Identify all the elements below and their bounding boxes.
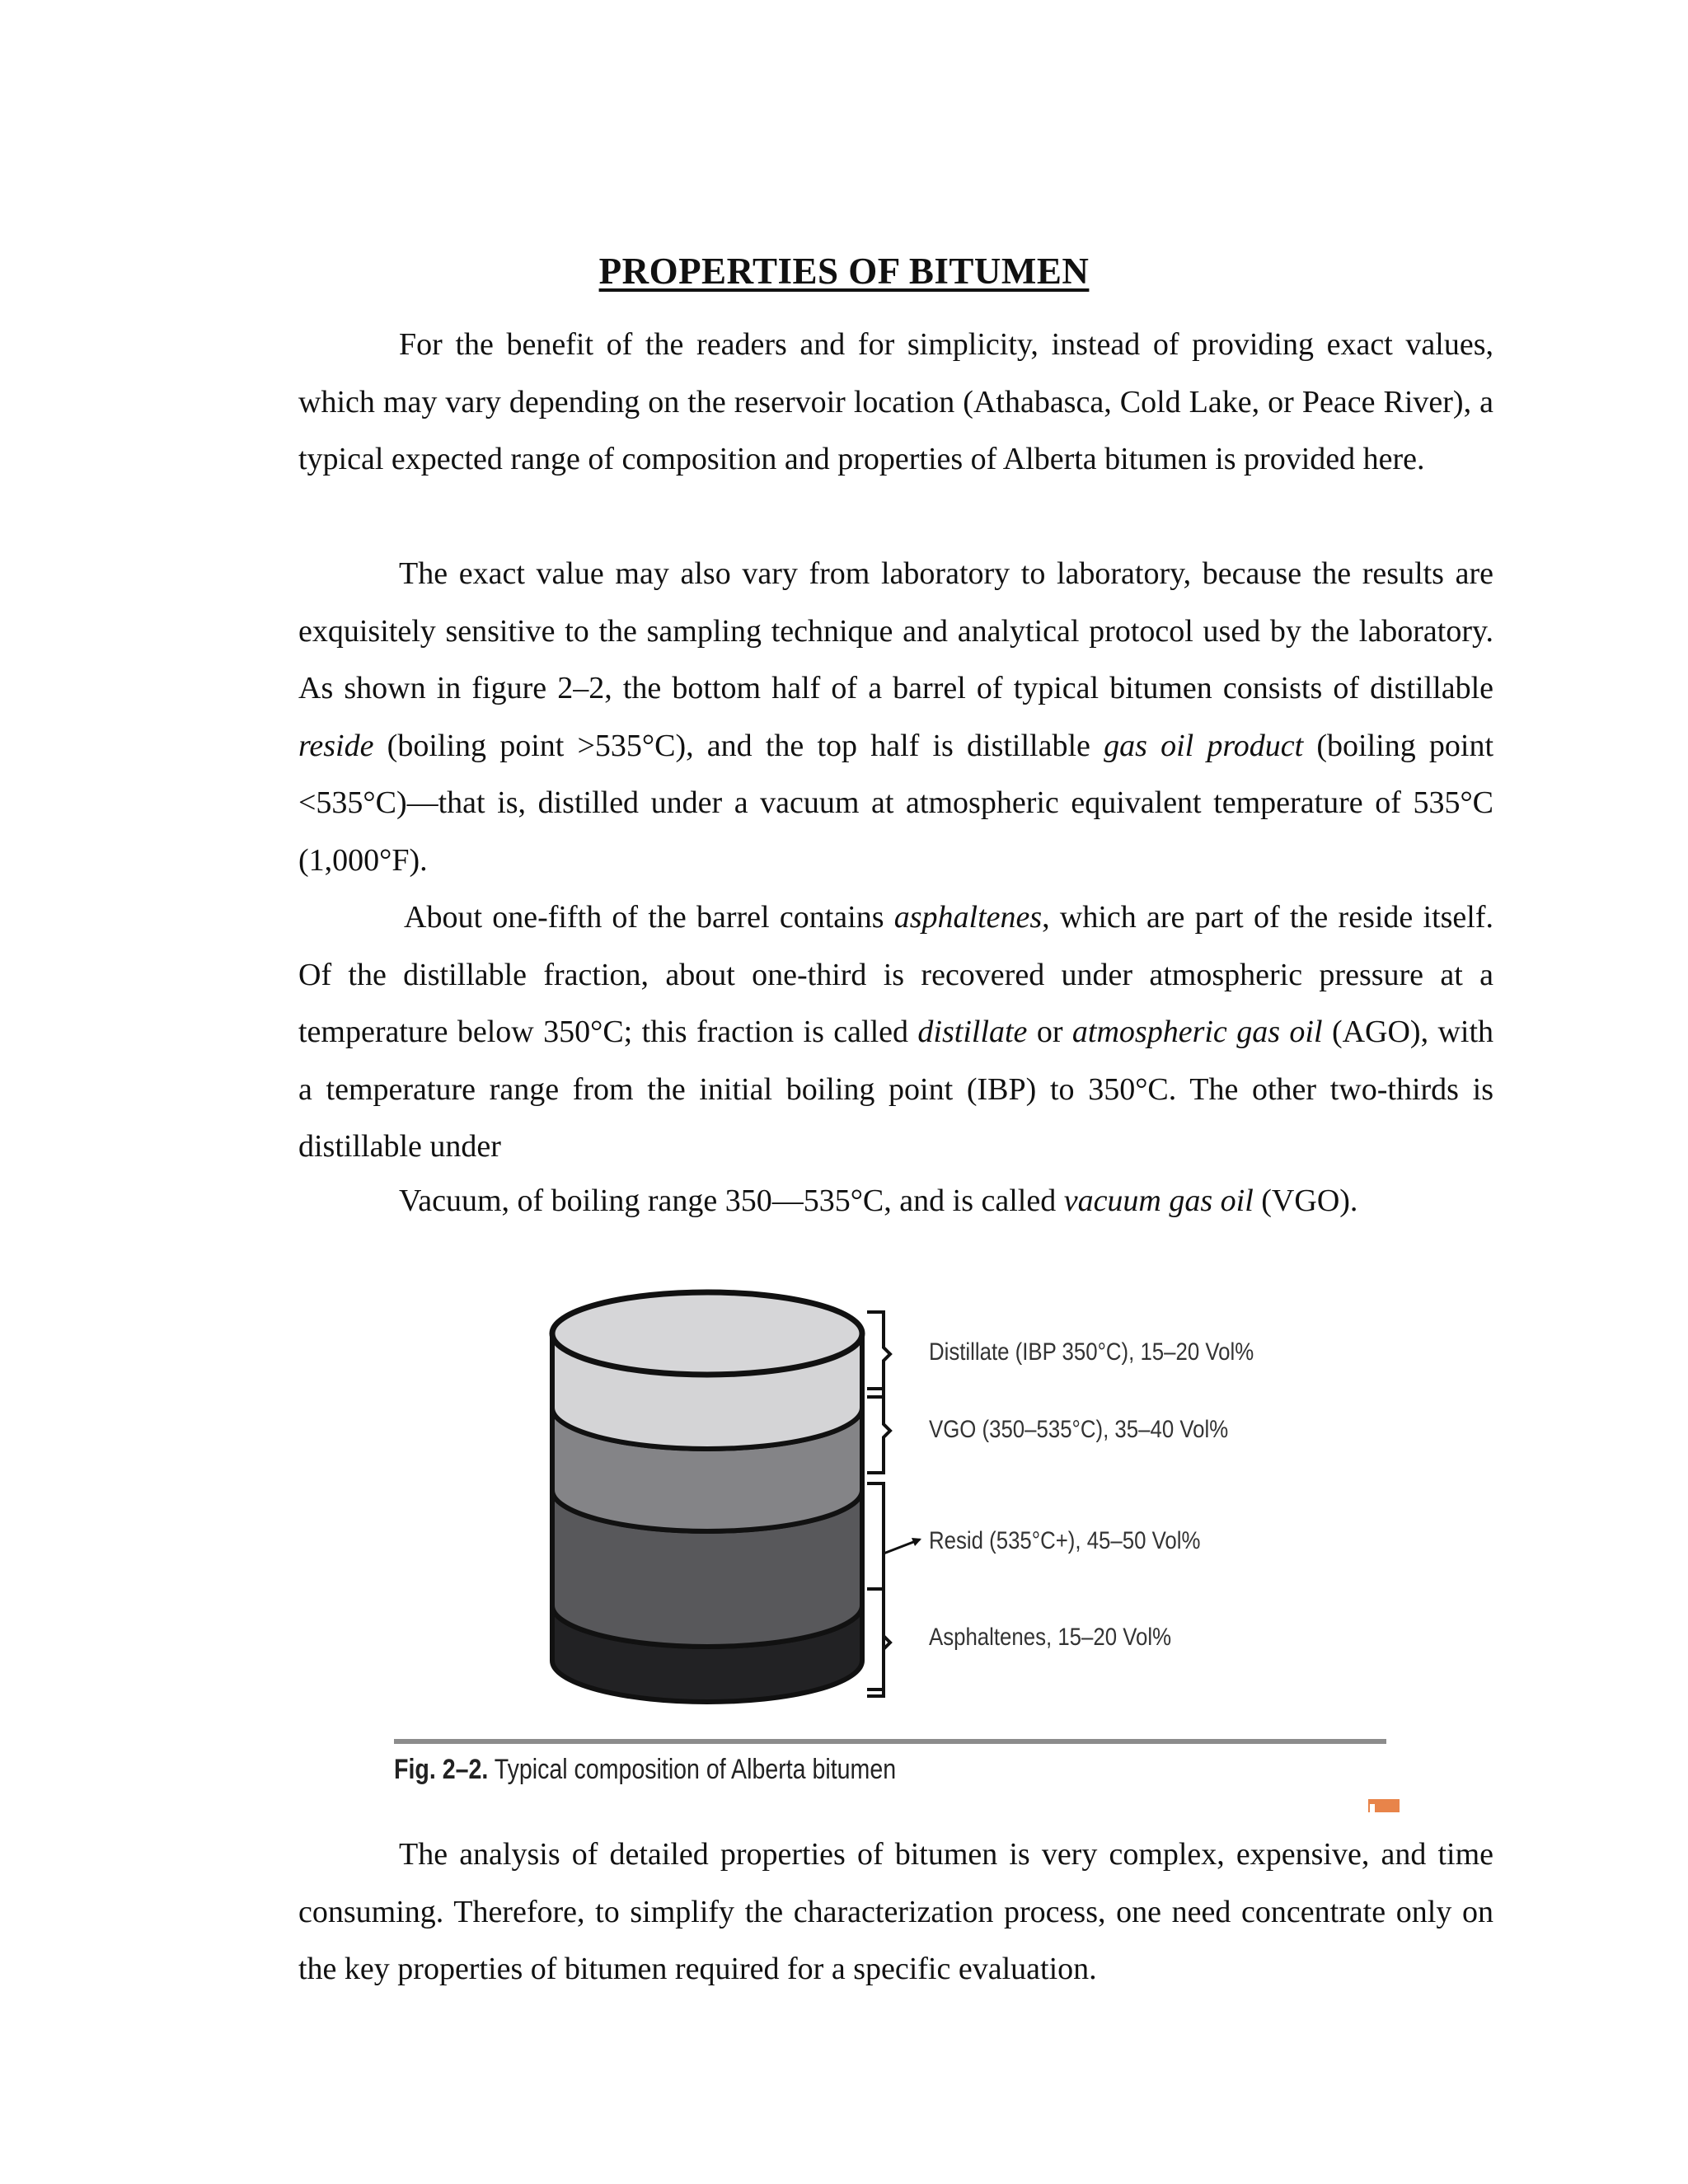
paragraph-5 bbox=[298, 1826, 1493, 1999]
bracket-asphaltenes bbox=[867, 1589, 890, 1696]
paragraph-2-text-b: (boiling point >535°C), and the top half is distillable bbox=[387, 728, 1090, 763]
paragraph-2-text-a: The exact value may also vary from laboratory to laboratory, because the results are exquisitely sensitive to the sampling technique and analytical protocol used by the laboratory. As shown in figure 2–2, the bottom half of a barrel of typical bitumen consists of distillable bbox=[298, 556, 1493, 705]
paragraph-3-text-d: (AGO), with a temperature range from the initial boiling point (IBP) to 350°C. The other two-thirds is distillable under bbox=[298, 1015, 1494, 1164]
term-gas-oil-product: gas oil product bbox=[1104, 728, 1304, 763]
figure-caption-text: Typical composition of Alberta bitumen bbox=[494, 1754, 897, 1785]
paragraph-1-text: For the benefit of the readers and for simplicity, instead of providing exact values, which may vary depending on the reservoir location (Athabasca, Cold Lake, or Peace River), a typical expected range of composition and properties of Alberta bitumen is provided here. bbox=[298, 327, 1493, 476]
term-atmospheric-gas-oil: atmospheric gas oil bbox=[1071, 1015, 1323, 1049]
barrel-top bbox=[552, 1292, 862, 1375]
paragraph-2-text-c: (boiling point <535°C)—that is, distilled under a vacuum at atmospheric equivalent temperature of 535°C (1,000°F). bbox=[298, 728, 1494, 878]
figure-divider bbox=[394, 1739, 1386, 1744]
label-distillate: Distillate (IBP 350°C), 15–20 Vol% bbox=[929, 1338, 1254, 1366]
paragraph-2 bbox=[298, 546, 1493, 889]
bracket-resid bbox=[867, 1483, 884, 1690]
term-vacuum-gas-oil: vacuum gas oil bbox=[1063, 1183, 1254, 1218]
paragraph-3-text-a: About one-fifth of the barrel contains bbox=[404, 900, 884, 935]
figure-caption bbox=[394, 1754, 896, 1786]
label-resid: Resid (535°C+), 45–50 Vol% bbox=[929, 1527, 1201, 1554]
barrel-figure bbox=[528, 1269, 1401, 1797]
bracket-vgo bbox=[867, 1389, 890, 1473]
label-vgo: VGO (350–535°C), 35–40 Vol% bbox=[929, 1416, 1229, 1443]
term-reside: reside bbox=[298, 728, 374, 763]
paragraph-3 bbox=[298, 889, 1493, 1176]
bracket-distillate bbox=[867, 1312, 890, 1397]
figure-caption-number: Fig. 2–2. bbox=[394, 1754, 489, 1785]
paragraph-4-text-a: Vacuum, of boiling range 350—535°C, and is called bbox=[399, 1183, 1057, 1218]
term-asphaltenes: asphaltenes bbox=[893, 900, 1043, 935]
paragraph-4-text-b: (VGO). bbox=[1261, 1183, 1358, 1218]
paragraph-3-text-b: , which are part of the reside itself. Of the distillable fraction, about one-third is recovered under atmospheric pressure at a temperature below 350°C; this fraction is called bbox=[298, 900, 1494, 1049]
page-title: PROPERTIES OF BITUMEN bbox=[598, 251, 1090, 292]
paragraph-3-text-c: or bbox=[1036, 1015, 1063, 1049]
paragraph-5-text: The analysis of detailed properties of bitumen is very complex, expensive, and time consuming. Therefore, to simplify the characterization process, one need concentrate only on the key properties of bitumen required for a specific evaluation. bbox=[298, 1837, 1493, 1986]
page-marker-icon bbox=[1368, 1799, 1400, 1812]
term-distillate: distillate bbox=[917, 1015, 1028, 1049]
label-asphaltenes: Asphaltenes, 15–20 Vol% bbox=[929, 1624, 1172, 1651]
paragraph-4 bbox=[298, 1173, 1493, 1230]
paragraph-1 bbox=[298, 316, 1493, 489]
